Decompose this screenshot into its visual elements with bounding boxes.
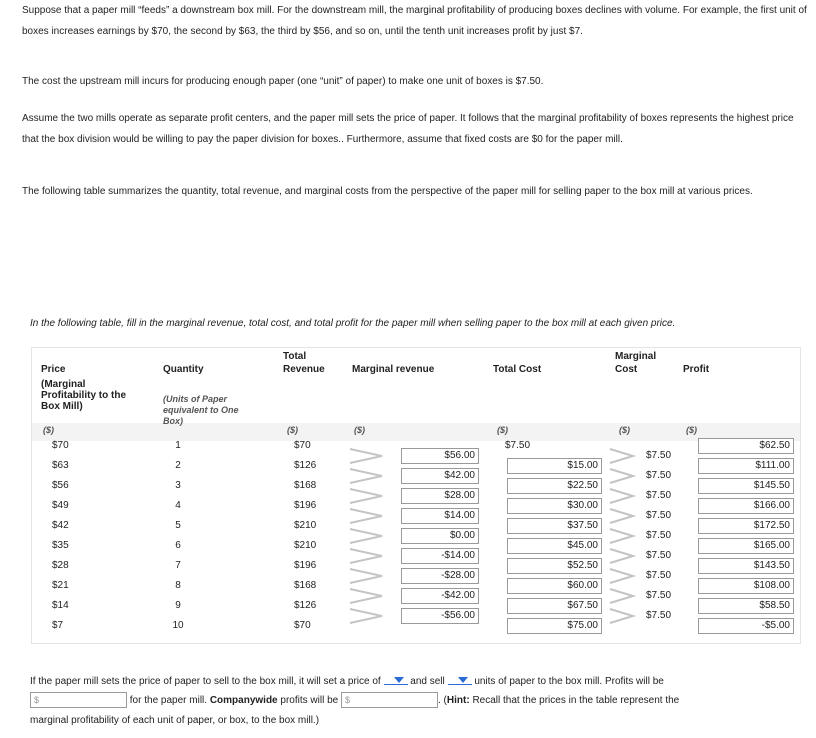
total-revenue-cell-3: $168: [294, 480, 317, 491]
question-text-8: marginal profitability of each unit of paper, or box, to the box mill.): [30, 715, 320, 726]
paper-mill-profit-input[interactable]: [30, 692, 127, 708]
marginal-revenue-input-5[interactable]: $0.00: [401, 528, 479, 544]
chevron-right-icon: [347, 607, 387, 625]
price-cell-6: $35: [52, 540, 69, 551]
header-quantity: Quantity: [163, 364, 204, 375]
unit-marginal-revenue: ($): [354, 425, 365, 435]
profit-input-6[interactable]: $165.00: [698, 538, 794, 554]
profit-input-3[interactable]: $145.50: [698, 478, 794, 494]
profit-input-9[interactable]: $58.50: [698, 598, 794, 614]
chevron-right-icon: [607, 507, 637, 525]
marginal-cost-cell-7: $7.50: [646, 570, 672, 581]
marginal-revenue-input-2[interactable]: $42.00: [401, 468, 479, 484]
quantity-cell-7: 7: [175, 560, 181, 571]
chevron-right-icon: [347, 447, 387, 465]
header-marginal-revenue: Marginal revenue: [352, 364, 435, 375]
total-revenue-cell-1: $70: [294, 440, 311, 451]
profit-input-10[interactable]: -$5.00: [698, 618, 794, 634]
chevron-right-icon: [347, 467, 387, 485]
header-total-cost: Total Cost: [493, 364, 542, 375]
header-quantity-sub2: equivalent to One: [163, 405, 239, 415]
chevron-right-icon: [607, 527, 637, 545]
question-text-6: . (: [438, 695, 447, 706]
chevron-right-icon: [347, 507, 387, 525]
profit-input-8[interactable]: $108.00: [698, 578, 794, 594]
marginal-cost-cell-8: $7.50: [646, 590, 672, 601]
question-text-2: and sell: [410, 676, 445, 687]
dollar-prefix: $: [345, 695, 351, 706]
marginal-revenue-input-6[interactable]: -$14.00: [401, 548, 479, 564]
total-cost-input-7[interactable]: $52.50: [507, 558, 602, 574]
question-line-2: [30, 691, 679, 711]
hint-label: Hint:: [446, 695, 470, 706]
total-cost-cell-1: $7.50: [505, 440, 531, 451]
quantity-cell-9: 9: [175, 600, 181, 611]
unit-total-revenue: ($): [287, 425, 298, 435]
intro-paragraph-3: Assume the two mills operate as separate profit centers, and the paper mill sets the price of paper. It follows that the marginal profitability of boxes represents the highest price that the box division would be willing to pay the paper division for boxes.. Furthermore, assume that fixed costs are $0 for the paper mill.: [22, 113, 794, 145]
marginal-revenue-input-7[interactable]: -$28.00: [401, 568, 479, 584]
question-text-7: Recall that the prices in the table represent the: [472, 695, 680, 706]
chevron-right-icon: [607, 467, 637, 485]
total-cost-input-9[interactable]: $67.50: [507, 598, 602, 614]
quantity-cell-4: 4: [175, 500, 181, 511]
marginal-cost-cell-5: $7.50: [646, 530, 672, 541]
unit-total-cost: ($): [497, 425, 508, 435]
price-cell-2: $63: [52, 460, 69, 471]
quantity-dropdown[interactable]: [448, 674, 472, 685]
quantity-cell-10: 10: [172, 620, 184, 631]
profit-input-2[interactable]: $111.00: [698, 458, 794, 474]
dropdown-arrow-icon: [394, 677, 404, 683]
total-revenue-cell-5: $210: [294, 520, 317, 531]
total-revenue-cell-2: $126: [294, 460, 317, 471]
question-text-3: units of paper to the box mill. Profits will be: [474, 676, 664, 687]
chevron-right-icon: [347, 587, 387, 605]
marginal-revenue-input-4[interactable]: $14.00: [401, 508, 479, 524]
marginal-revenue-input-3[interactable]: $28.00: [401, 488, 479, 504]
question-text-5: profits will be: [280, 695, 339, 706]
header-total-revenue-line2: Revenue: [283, 364, 325, 375]
marginal-cost-cell-1: $7.50: [646, 450, 672, 461]
marginal-cost-cell-3: $7.50: [646, 490, 672, 501]
total-revenue-cell-4: $196: [294, 500, 317, 511]
marginal-cost-cell-6: $7.50: [646, 550, 672, 561]
total-cost-input-8[interactable]: $60.00: [507, 578, 602, 594]
chevron-right-icon: [607, 487, 637, 505]
quantity-cell-6: 6: [175, 540, 181, 551]
unit-marginal-cost: ($): [619, 425, 630, 435]
total-revenue-cell-10: $70: [294, 620, 311, 631]
companywide-profit-input[interactable]: [341, 692, 438, 708]
dollar-prefix: $: [34, 695, 40, 706]
marginal-cost-cell-9: $7.50: [646, 610, 672, 621]
chevron-right-icon: [607, 567, 637, 585]
question-text-1: If the paper mill sets the price of paper to sell to the box mill, it will set a price of: [30, 676, 381, 687]
chevron-right-icon: [347, 527, 387, 545]
profit-input-5[interactable]: $172.50: [698, 518, 794, 534]
unit-price: ($): [43, 425, 54, 435]
price-cell-8: $21: [52, 580, 69, 591]
total-revenue-cell-8: $168: [294, 580, 317, 591]
quantity-cell-2: 2: [175, 460, 181, 471]
total-cost-input-5[interactable]: $37.50: [507, 518, 602, 534]
total-cost-input-4[interactable]: $30.00: [507, 498, 602, 514]
price-cell-1: $70: [52, 440, 69, 451]
header-price-line3: Profitability to the: [41, 390, 126, 401]
header-marginal-cost-line2: Cost: [615, 364, 638, 375]
table-instruction: In the following table, fill in the marginal revenue, total cost, and total profit for the paper mill when selling paper to the box mill at each given price.: [30, 318, 676, 329]
price-cell-3: $56: [52, 480, 69, 491]
profit-input-7[interactable]: $143.50: [698, 558, 794, 574]
marginal-revenue-input-9[interactable]: -$56.00: [401, 608, 479, 624]
chevron-right-icon: [607, 587, 637, 605]
profit-table: [31, 347, 801, 644]
profit-input-1[interactable]: $62.50: [698, 438, 794, 454]
question-line-1: [30, 672, 664, 692]
price-dropdown[interactable]: [384, 674, 408, 685]
total-cost-input-2[interactable]: $15.00: [507, 458, 602, 474]
header-quantity-sub3: Box): [163, 416, 183, 426]
dropdown-arrow-icon: [458, 677, 468, 683]
intro-paragraph-1: Suppose that a paper mill “feeds” a downstream box mill. For the downstream mill, the marginal profitability of producing boxes declines with volume. For example, the first unit of boxes increases earnings by $70, the second by $63, the third by $56, and so on, until the tenth unit increases profit by just $7.: [22, 5, 807, 37]
total-cost-input-10[interactable]: $75.00: [507, 618, 602, 634]
intro-paragraph-4: The following table summarizes the quantity, total revenue, and marginal costs from the perspective of the paper mill for selling paper to the box mill at various prices.: [22, 186, 753, 197]
price-cell-9: $14: [52, 600, 69, 611]
price-cell-4: $49: [52, 500, 69, 511]
header-profit: Profit: [683, 364, 710, 375]
header-marginal-cost: Marginal: [615, 351, 657, 362]
total-cost-input-6[interactable]: $45.00: [507, 538, 602, 554]
chevron-right-icon: [607, 547, 637, 565]
header-price-line4: Box Mill): [41, 401, 83, 412]
marginal-cost-cell-4: $7.50: [646, 510, 672, 521]
header-quantity-sub1: (Units of Paper: [163, 394, 228, 404]
price-cell-10: $7: [52, 620, 64, 631]
quantity-cell-8: 8: [175, 580, 181, 591]
marginal-cost-cell-2: $7.50: [646, 470, 672, 481]
unit-profit: ($): [686, 425, 697, 435]
quantity-cell-5: 5: [175, 520, 181, 531]
total-revenue-cell-6: $210: [294, 540, 317, 551]
header-total-revenue: Total: [283, 351, 307, 362]
chevron-right-icon: [607, 607, 637, 625]
intro-paragraph-2: The cost the upstream mill incurs for producing enough paper (one “unit” of paper) to make one unit of boxes is $7.50.: [22, 76, 544, 87]
chevron-right-icon: [347, 487, 387, 505]
price-cell-5: $42: [52, 520, 69, 531]
header-price: Price: [41, 364, 66, 375]
profit-input-4[interactable]: $166.00: [698, 498, 794, 514]
total-revenue-cell-9: $126: [294, 600, 317, 611]
chevron-right-icon: [607, 447, 637, 465]
chevron-right-icon: [347, 567, 387, 585]
quantity-cell-1: 1: [175, 440, 181, 451]
marginal-revenue-input-1[interactable]: $56.00: [401, 448, 479, 464]
question-text-4: for the paper mill.: [129, 695, 208, 706]
header-price-line2: (Marginal: [41, 379, 86, 390]
total-revenue-cell-7: $196: [294, 560, 317, 571]
units-header-row: [32, 423, 800, 441]
chevron-right-icon: [347, 547, 387, 565]
total-cost-input-3[interactable]: $22.50: [507, 478, 602, 494]
marginal-revenue-input-8[interactable]: -$42.00: [401, 588, 479, 604]
companywide-label: Companywide: [209, 695, 278, 706]
price-cell-7: $28: [52, 560, 69, 571]
quantity-cell-3: 3: [175, 480, 181, 491]
